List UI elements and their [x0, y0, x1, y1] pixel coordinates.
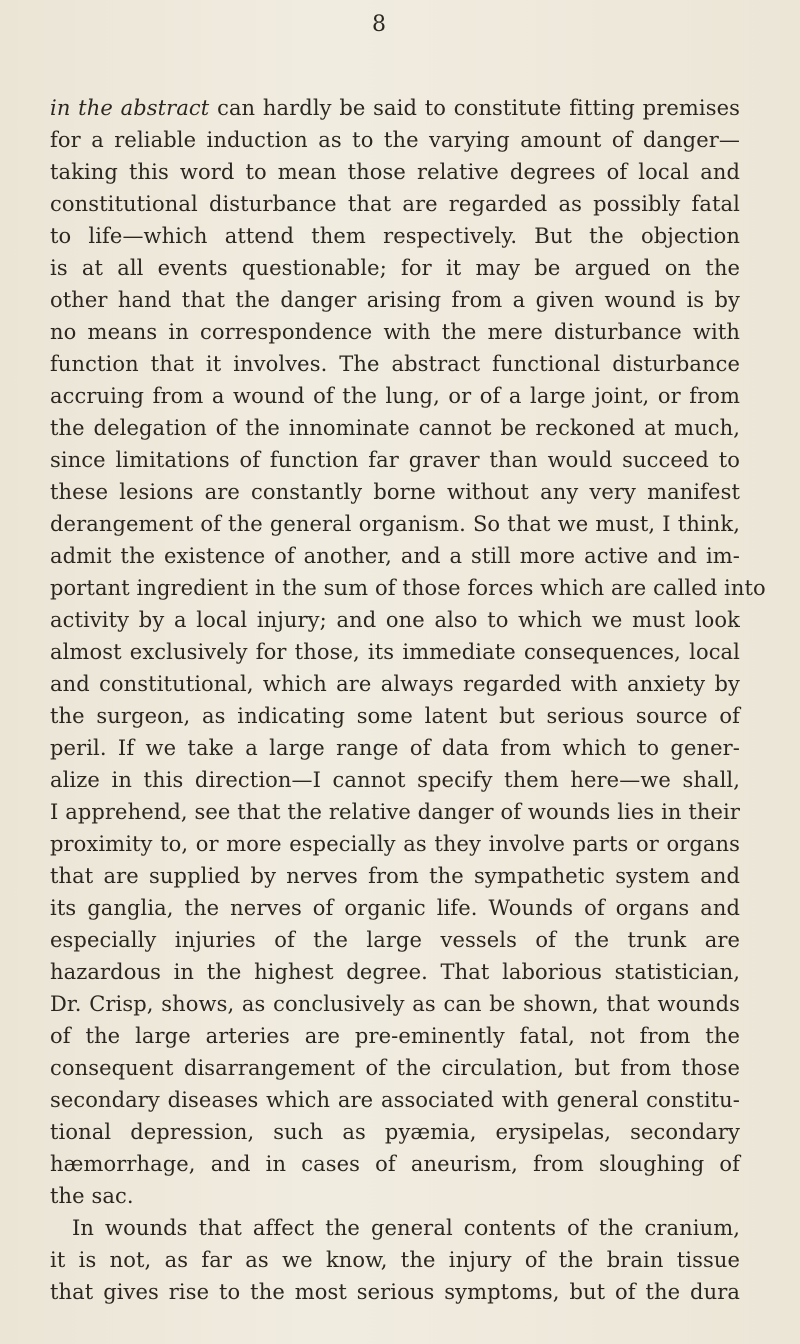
text-line: constitutional disturbance that are regarded as possibly fatal [50, 192, 740, 216]
text-line: the delegation of the innominate cannot be reckoned at much, [50, 416, 740, 440]
text-line: the surgeon, as indicating some latent but serious source of [50, 704, 740, 728]
text-line: for a reliable induction as to the varying amount of danger— [50, 128, 740, 152]
text-line: portant ingredient in the sum of those forces which are called into [50, 576, 766, 600]
text-line: proximity to, or more especially as they involve parts or organs [50, 832, 740, 856]
page-number: 8 [372, 12, 386, 37]
body-text [50, 92, 766, 1308]
text-line: no means in correspondence with the mere disturbance with [50, 320, 740, 344]
text-line: consequent disarrangement of the circulation, but from those [50, 1056, 740, 1080]
text-line: that gives rise to the most serious symptoms, but of the dura [50, 1280, 740, 1304]
text-line: Dr. Crisp, shows, as conclusively as can be shown, that wounds [50, 992, 740, 1016]
text-line: secondary diseases which are associated with general constitu- [50, 1088, 740, 1112]
text-line: function that it involves. The abstract functional disturbance [50, 352, 740, 376]
paragraph-2 [50, 1212, 740, 1308]
text-line: these lesions are constantly borne without any very manifest [50, 480, 740, 504]
text-line: it is not, as far as we know, the injury of the brain tissue [50, 1248, 740, 1272]
text-line: admit the existence of another, and a still more active and im- [50, 544, 740, 568]
text-run: can hardly be said to constitute fitting premises [209, 96, 740, 120]
text-line: hæmorrhage, and in cases of aneurism, from sloughing of [50, 1152, 740, 1176]
text-line: activity by a local injury; and one also to which we must look [50, 608, 740, 632]
text-line: hazardous in the highest degree. That laborious statistician, [50, 960, 740, 984]
italic-phrase: in the abstract [50, 96, 210, 120]
text-line: that are supplied by nerves from the sympathetic system and [50, 864, 740, 888]
text-line: the sac. [50, 1184, 134, 1208]
text-line: since limitations of function far graver than would succeed to [50, 448, 740, 472]
text-line: to life—which attend them respectively. But the objection [50, 224, 740, 248]
text-line: derangement of the general organism. So that we must, I think, [50, 512, 740, 536]
text-line: In wounds that affect the general contents of the cranium, [72, 1216, 740, 1240]
text-line: of the large arteries are pre-eminently fatal, not from the [50, 1024, 740, 1048]
text-line: I apprehend, see that the relative danger of wounds lies in their [50, 800, 740, 824]
text-line: other hand that the danger arising from a given wound is by [50, 288, 740, 312]
text-line: almost exclusively for those, its immediate consequences, local [50, 640, 740, 664]
text-line: alize in this direction—I cannot specify them here—we shall, [50, 768, 740, 792]
text-line: and constitutional, which are always regarded with anxiety by [50, 672, 740, 696]
text-line: is at all events questionable; for it may be argued on the [50, 256, 740, 280]
text-line: accruing from a wound of the lung, or of a large joint, or from [50, 384, 740, 408]
text-line: especially injuries of the large vessels of the trunk are [50, 928, 740, 952]
text-line: its ganglia, the nerves of organic life. Wounds of organs and [50, 896, 740, 920]
paragraph-1 [50, 92, 766, 1212]
text-line: taking this word to mean those relative degrees of local and [50, 160, 740, 184]
text-line: peril. If we take a large range of data from which to gener- [50, 736, 740, 760]
text-line [50, 92, 740, 124]
text-line: tional depression, such as pyæmia, erysipelas, secondary [50, 1120, 740, 1144]
